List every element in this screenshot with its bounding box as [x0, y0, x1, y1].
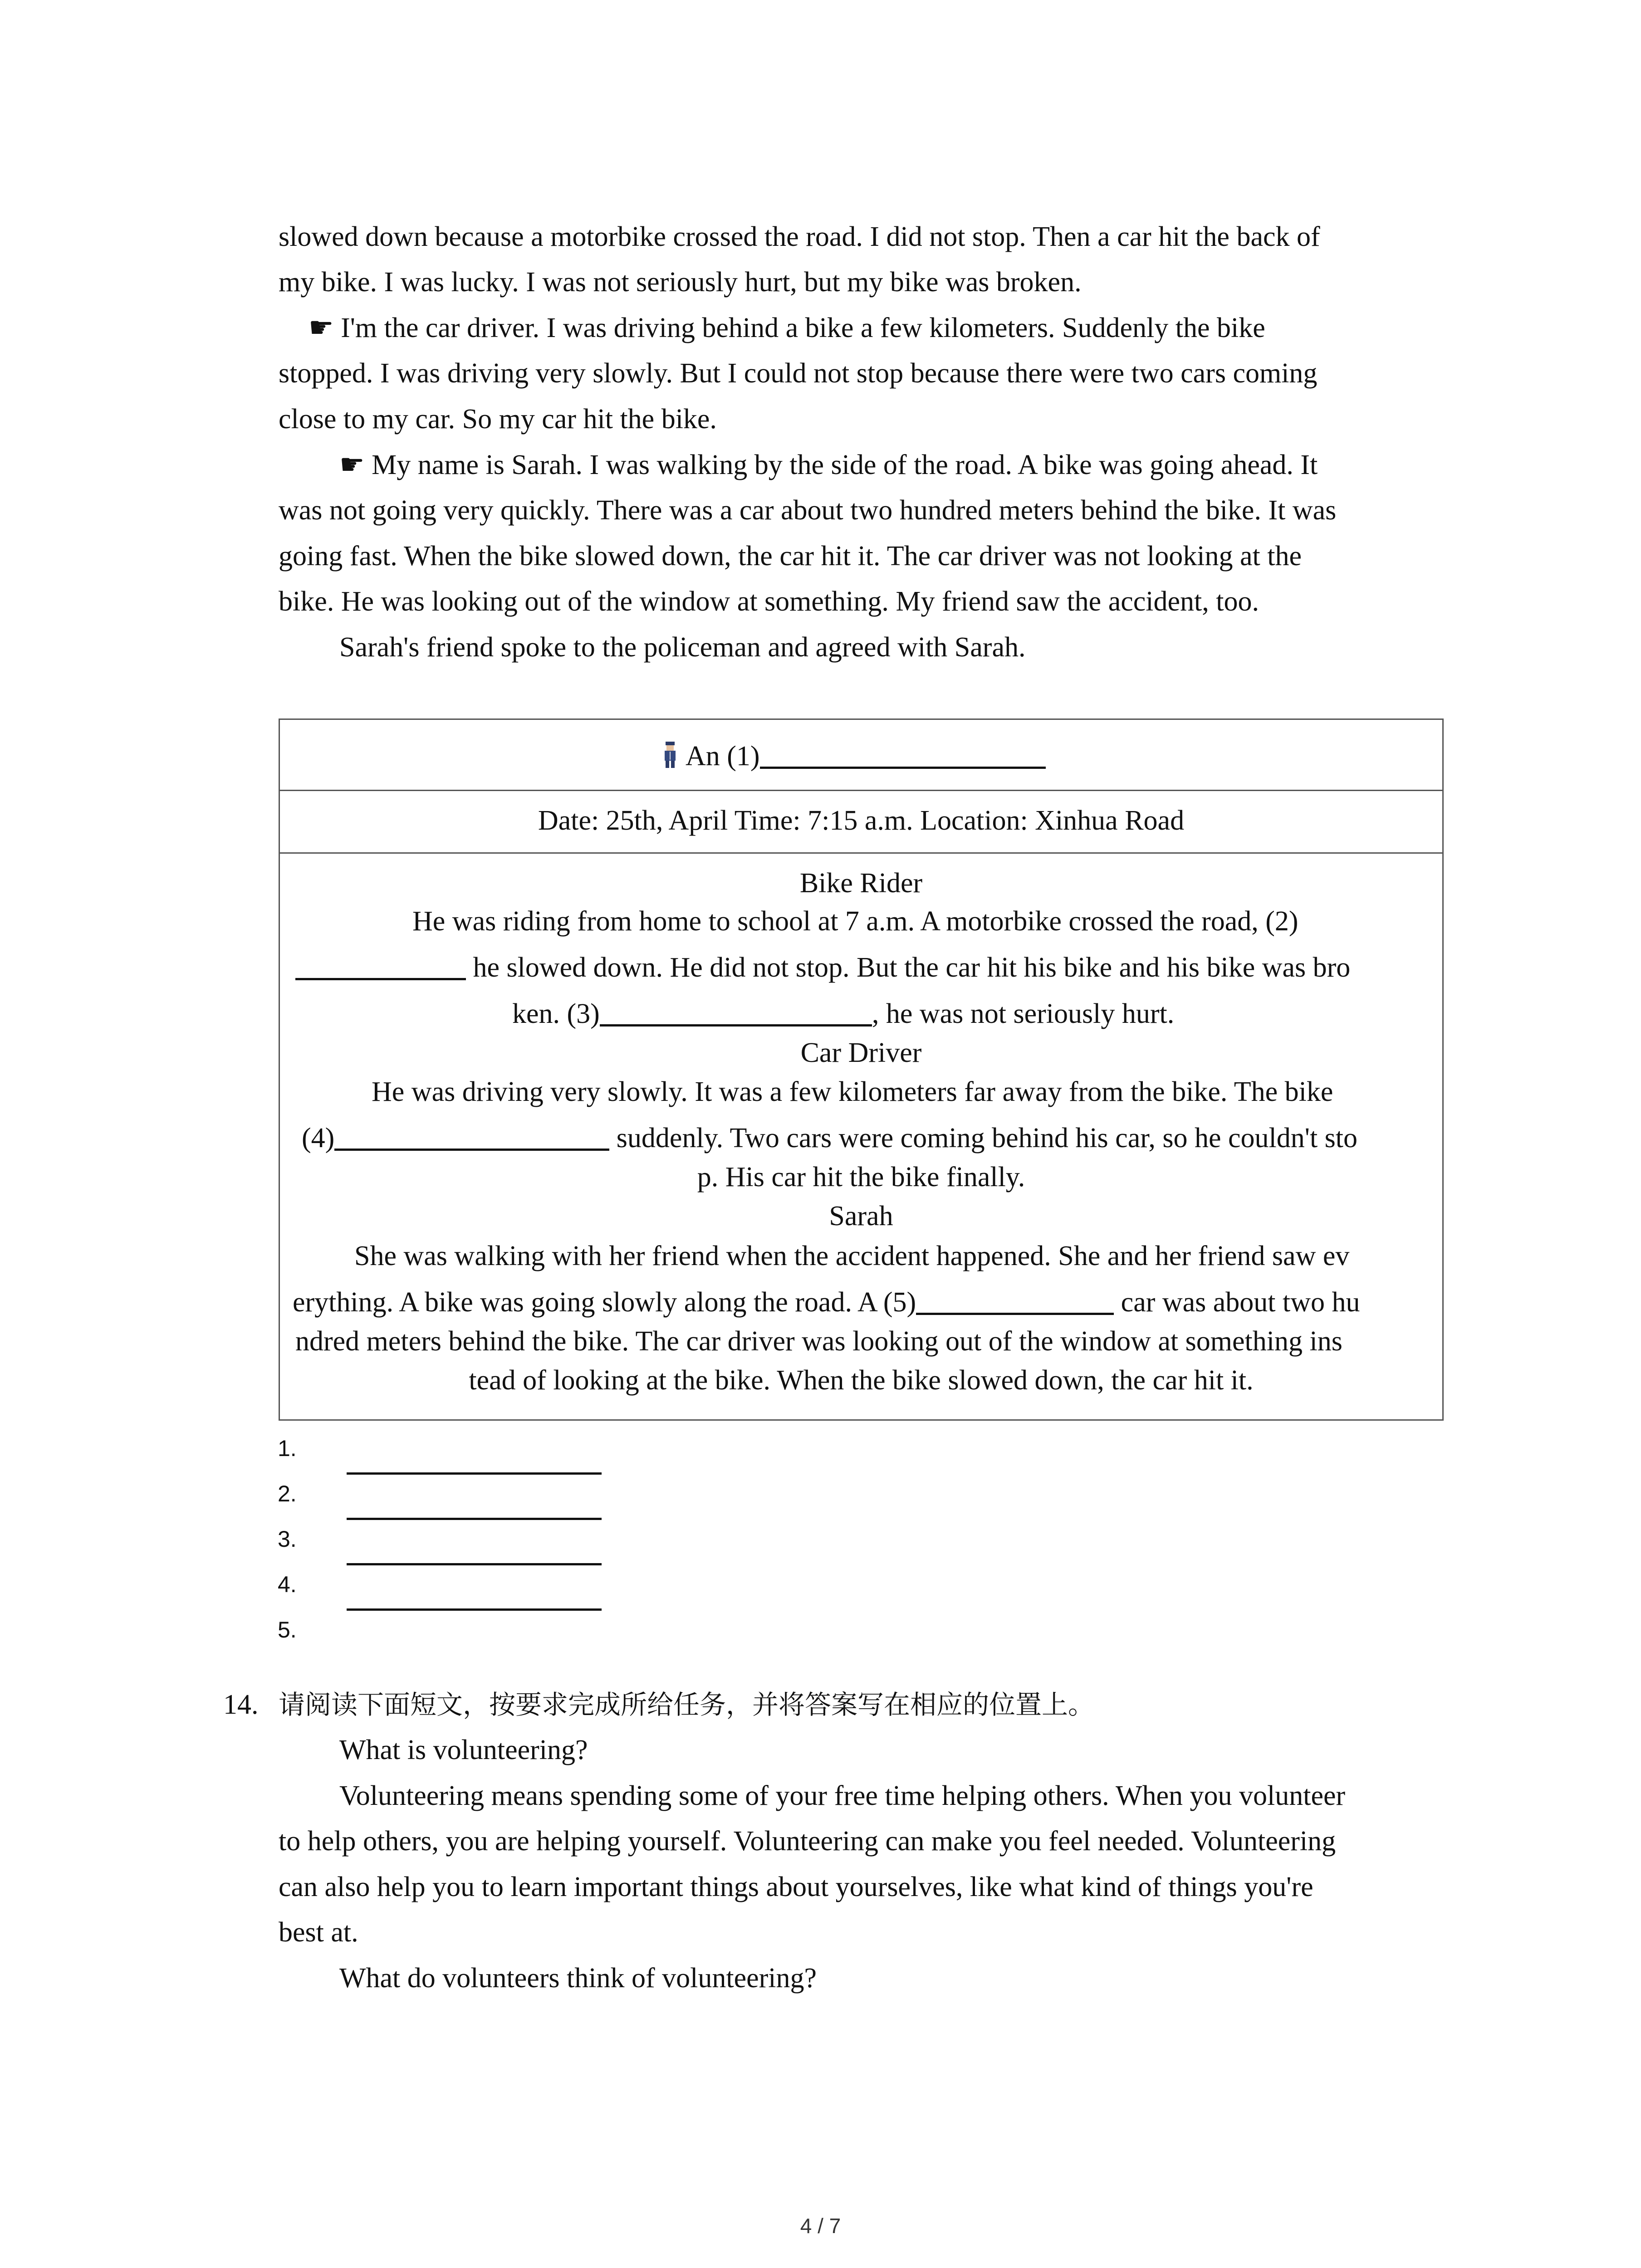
passage-line: was not going very quickly. There was a car about two hundred meters behind the bike. It was — [279, 495, 1337, 526]
question-instruction: 请阅读下面短文，按要求完成所给任务，并将答案写在相应的位置上。 — [279, 1689, 1095, 1720]
car-driver-heading: Car Driver — [800, 1037, 922, 1068]
passage-line: to help others, you are helping yourself. Volunteering can make you feel needed. Volunteering — [279, 1826, 1336, 1857]
answer-line-3[interactable] — [347, 1563, 602, 1565]
answer-label-4: 4. — [278, 1572, 297, 1597]
table-line: (4) suddenly. Two cars were coming behind his car, so he couldn't sto — [302, 1120, 1357, 1156]
passage-line: Volunteering means spending some of your free time helping others. When you volunteer — [339, 1780, 1346, 1811]
passage-line: slowed down because a motorbike crossed the road. I did not stop. Then a car hit the back of — [279, 221, 1320, 252]
report-meta: Date: 25th, April Time: 7:15 a.m. Location: Xinhua Road — [538, 805, 1185, 836]
answer-line-4[interactable] — [347, 1608, 602, 1611]
passage-line: stopped. I was driving very slowly. But I could not stop because there were two cars coming — [279, 358, 1318, 389]
answer-label-1: 1. — [278, 1436, 297, 1461]
section-heading: What is volunteering? — [339, 1735, 588, 1765]
passage-line: ☛ My name is Sarah. I was walking by the side of the road. A bike was going ahead. It — [339, 450, 1318, 480]
blank-3[interactable] — [600, 996, 872, 1026]
table-line: ndred meters behind the bike. The car driver was looking out of the window at something ins — [295, 1326, 1342, 1357]
accident-report-table — [279, 719, 1444, 1421]
page-number: 4 / 7 — [800, 2214, 841, 2238]
table-line: ken. (3) , he was not seriously hurt. — [512, 996, 1174, 1032]
bike-rider-heading: Bike Rider — [799, 868, 923, 899]
answer-line-2[interactable] — [347, 1518, 602, 1520]
blank-5[interactable] — [916, 1285, 1114, 1315]
table-line: He was driving very slowly. It was a few kilometers far away from the bike. The bike — [372, 1076, 1333, 1107]
passage-line: can also help you to learn important things about yourselves, like what kind of things you're — [279, 1872, 1313, 1902]
table-title: An (1) — [686, 741, 760, 772]
table-line: She was walking with her friend when the accident happened. She and her friend saw ev — [354, 1241, 1350, 1271]
table-line: tead of looking at the bike. When the bike slowed down, the car hit it. — [469, 1365, 1254, 1396]
question-number: 14. — [223, 1689, 259, 1720]
passage-line: Sarah's friend spoke to the policeman and agreed with Sarah. — [339, 632, 1026, 663]
blank-2[interactable] — [295, 950, 466, 980]
passage-line: close to my car. So my car hit the bike. — [279, 404, 717, 435]
answer-label-3: 3. — [278, 1526, 297, 1552]
sarah-heading: Sarah — [829, 1201, 893, 1232]
answer-label-2: 2. — [278, 1481, 297, 1506]
table-title-row — [280, 720, 1442, 791]
table-line: erything. A bike was going slowly along the road. A (5) car was about two hu — [293, 1284, 1360, 1320]
police-officer-icon — [661, 741, 679, 769]
passage-line: best at. — [279, 1917, 358, 1948]
answer-label-5: 5. — [278, 1617, 297, 1642]
answer-line-1[interactable] — [347, 1472, 602, 1475]
passage-line: ☛ I'm the car driver. I was driving behind a bike a few kilometers. Suddenly the bike — [309, 313, 1265, 343]
table-line: he slowed down. He did not stop. But the car hit his bike and his bike was bro — [295, 949, 1350, 986]
passage-line: my bike. I was lucky. I was not seriously hurt, but my bike was broken. — [279, 267, 1082, 298]
passage-line: going fast. When the bike slowed down, the car hit it. The car driver was not looking at the — [279, 541, 1302, 572]
blank-1[interactable] — [760, 738, 1046, 769]
blank-4[interactable] — [334, 1120, 609, 1151]
passage-line: bike. He was looking out of the window at something. My friend saw the accident, too. — [279, 586, 1259, 617]
table-line: p. His car hit the bike finally. — [697, 1162, 1025, 1193]
section-heading: What do volunteers think of volunteering? — [339, 1963, 817, 1994]
table-line: He was riding from home to school at 7 a.m. A motorbike crossed the road, (2) — [412, 906, 1298, 937]
table-meta-row — [280, 790, 1442, 854]
